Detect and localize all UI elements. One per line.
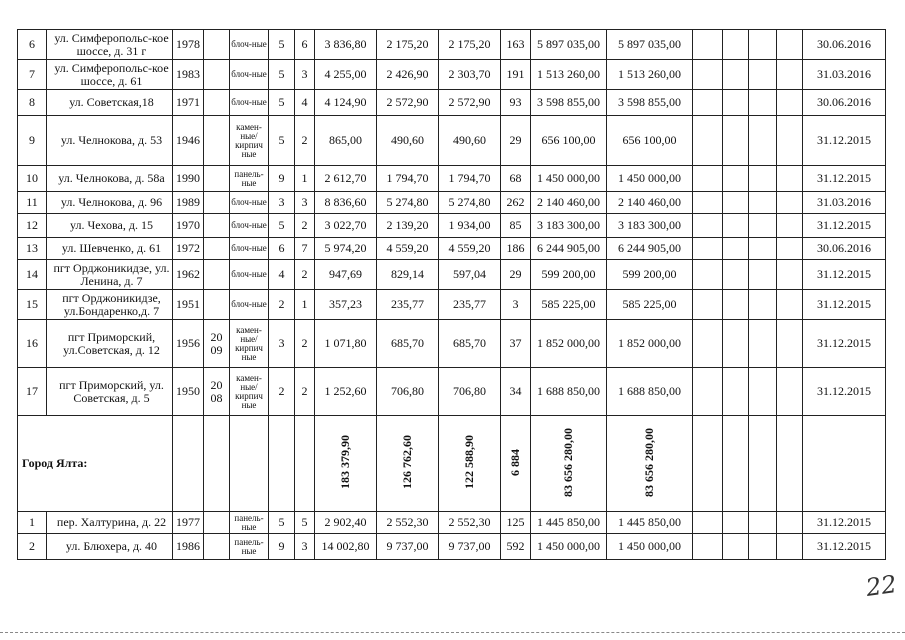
cost-fund-cell: 656 100,00	[607, 116, 693, 166]
floors-cell: 5	[269, 116, 295, 166]
total-area-cell: 357,23	[315, 290, 377, 320]
city-people-value: 6 884	[508, 448, 522, 476]
cost-fund-cell: 1 852 000,00	[607, 320, 693, 368]
residents-cell: 186	[501, 238, 531, 260]
total-area-cell: 2 612,70	[315, 166, 377, 192]
wall-material-cell: блоч-ные	[230, 214, 269, 238]
empty-cell	[693, 30, 723, 60]
row-number-cell: 9	[18, 116, 47, 166]
entrances-cell: 1	[295, 290, 315, 320]
empty-cell	[723, 30, 749, 60]
table-row	[18, 290, 886, 320]
living-area-cell: 1 794,70	[377, 166, 439, 192]
empty-cell	[693, 320, 723, 368]
empty-cell	[723, 290, 749, 320]
residential-area-cell: 5 274,80	[439, 192, 501, 214]
city-total-area-value: 183 379,90	[338, 435, 352, 489]
completion-date-cell: 31.03.2016	[803, 60, 886, 90]
residential-area-cell: 706,80	[439, 368, 501, 416]
residents-cell: 68	[501, 166, 531, 192]
city-people	[501, 416, 531, 512]
address-cell: пер. Халтурина, д. 22	[47, 512, 173, 534]
residential-area-cell: 2 572,90	[439, 90, 501, 116]
empty-cell	[723, 192, 749, 214]
empty-cell	[723, 320, 749, 368]
completion-date-cell: 30.06.2016	[803, 238, 886, 260]
empty-cell	[777, 290, 803, 320]
cost-total-cell: 1 688 850,00	[531, 368, 607, 416]
cost-total-cell: 599 200,00	[531, 260, 607, 290]
year-reconstructed-cell	[204, 116, 230, 166]
total-area-cell: 1 071,80	[315, 320, 377, 368]
wall-material-cell: блоч-ные	[230, 260, 269, 290]
empty-cell	[693, 90, 723, 116]
city-residential-area-value: 122 588,90	[462, 435, 476, 489]
city-cost-fund	[607, 416, 693, 512]
empty-cell	[693, 512, 723, 534]
empty-cell	[777, 30, 803, 60]
address-cell: ул. Симферопольс-кое шоссе, д. 61	[47, 60, 173, 90]
residential-area-cell: 1 794,70	[439, 166, 501, 192]
floors-cell: 6	[269, 238, 295, 260]
completion-date-cell: 31.12.2015	[803, 166, 886, 192]
city-cost-fund-value: 83 656 280,00	[642, 427, 656, 497]
floors-cell: 5	[269, 512, 295, 534]
year-built-cell: 1972	[173, 238, 204, 260]
address-cell: пгт Орджоникидзе, ул.Бондаренко,д. 7	[47, 290, 173, 320]
cost-fund-cell: 1 688 850,00	[607, 368, 693, 416]
empty-cell	[777, 320, 803, 368]
table-row	[18, 60, 886, 90]
completion-date-cell: 31.12.2015	[803, 368, 886, 416]
wall-material-cell: блоч-ные	[230, 60, 269, 90]
cost-total-cell: 585 225,00	[531, 290, 607, 320]
empty-cell	[777, 368, 803, 416]
cost-total-cell: 1 513 260,00	[531, 60, 607, 90]
table-row	[18, 192, 886, 214]
city-residential-area	[439, 416, 501, 512]
empty-cell	[777, 60, 803, 90]
register-table	[17, 29, 886, 560]
cost-total-cell: 3 183 300,00	[531, 214, 607, 238]
residents-cell: 262	[501, 192, 531, 214]
floors-cell: 5	[269, 90, 295, 116]
wall-material-cell: камен-ные/ кирпич ные	[230, 116, 269, 166]
year-built-cell: 1962	[173, 260, 204, 290]
empty-cell	[723, 90, 749, 116]
empty-cell	[749, 238, 777, 260]
living-area-cell: 706,80	[377, 368, 439, 416]
cost-fund-cell: 3 598 855,00	[607, 90, 693, 116]
table-row	[18, 512, 886, 534]
residents-cell: 191	[501, 60, 531, 90]
residents-cell: 37	[501, 320, 531, 368]
floors-cell: 3	[269, 192, 295, 214]
residents-cell: 29	[501, 260, 531, 290]
address-cell: ул. Шевченко, д. 61	[47, 238, 173, 260]
empty-cell	[723, 214, 749, 238]
residential-area-cell: 235,77	[439, 290, 501, 320]
row-number-cell: 1	[18, 512, 47, 534]
living-area-cell: 2 175,20	[377, 30, 439, 60]
year-built-cell: 1950	[173, 368, 204, 416]
empty-cell	[723, 534, 749, 560]
empty-cell	[749, 368, 777, 416]
residents-cell: 93	[501, 90, 531, 116]
floors-cell: 9	[269, 534, 295, 560]
empty-cell	[777, 238, 803, 260]
residential-area-cell: 490,60	[439, 116, 501, 166]
residents-cell: 3	[501, 290, 531, 320]
year-built-cell: 1990	[173, 166, 204, 192]
completion-date-cell: 31.03.2016	[803, 192, 886, 214]
address-cell: пгт Приморский, ул. Советская, д. 5	[47, 368, 173, 416]
cost-fund-cell: 1 445 850,00	[607, 512, 693, 534]
address-cell: ул. Блюхера, д. 40	[47, 534, 173, 560]
living-area-cell: 9 737,00	[377, 534, 439, 560]
empty-cell	[693, 368, 723, 416]
total-area-cell: 4 255,00	[315, 60, 377, 90]
entrances-cell: 5	[295, 512, 315, 534]
row-number-cell: 2	[18, 534, 47, 560]
cost-total-cell: 1 450 000,00	[531, 534, 607, 560]
empty-cell	[693, 290, 723, 320]
entrances-cell: 4	[295, 90, 315, 116]
cost-fund-cell: 2 140 460,00	[607, 192, 693, 214]
entrances-cell: 1	[295, 166, 315, 192]
empty-cell	[749, 290, 777, 320]
year-reconstructed-cell: 20 08	[204, 368, 230, 416]
floors-cell: 2	[269, 290, 295, 320]
entrances-cell: 2	[295, 260, 315, 290]
wall-material-cell: камен-ные/ кирпич ные	[230, 320, 269, 368]
year-reconstructed-cell	[204, 90, 230, 116]
living-area-cell: 235,77	[377, 290, 439, 320]
cost-fund-cell: 1 450 000,00	[607, 166, 693, 192]
wall-material-cell: блоч-ные	[230, 90, 269, 116]
table-row	[18, 320, 886, 368]
cost-fund-cell: 585 225,00	[607, 290, 693, 320]
wall-material-cell: панель-ные	[230, 512, 269, 534]
empty-cell	[777, 260, 803, 290]
empty-cell	[723, 116, 749, 166]
completion-date-cell: 31.12.2015	[803, 260, 886, 290]
empty-cell	[777, 116, 803, 166]
row-number-cell: 6	[18, 30, 47, 60]
empty-cell	[723, 60, 749, 90]
year-reconstructed-cell	[204, 512, 230, 534]
living-area-cell: 2 572,90	[377, 90, 439, 116]
row-number-cell: 15	[18, 290, 47, 320]
wall-material-cell: панель-ные	[230, 166, 269, 192]
table-row	[18, 260, 886, 290]
empty-cell	[693, 534, 723, 560]
entrances-cell: 2	[295, 116, 315, 166]
residential-area-cell: 2 303,70	[439, 60, 501, 90]
address-cell: ул. Симферопольс-кое шоссе, д. 31 г	[47, 30, 173, 60]
cost-fund-cell: 3 183 300,00	[607, 214, 693, 238]
year-built-cell: 1986	[173, 534, 204, 560]
total-area-cell: 8 836,60	[315, 192, 377, 214]
wall-material-cell: камен-ные/ кирпич ные	[230, 368, 269, 416]
year-reconstructed-cell	[204, 290, 230, 320]
empty-cell	[777, 214, 803, 238]
empty-cell	[693, 166, 723, 192]
year-built-cell: 1978	[173, 30, 204, 60]
residential-area-cell: 685,70	[439, 320, 501, 368]
completion-date-cell: 31.12.2015	[803, 320, 886, 368]
empty-cell	[777, 166, 803, 192]
empty-cell	[749, 192, 777, 214]
empty-cell	[749, 90, 777, 116]
empty-cell	[777, 534, 803, 560]
cost-total-cell: 5 897 035,00	[531, 30, 607, 60]
empty-cell	[693, 192, 723, 214]
city-living-area-value: 126 762,60	[400, 435, 414, 489]
cost-fund-cell: 6 244 905,00	[607, 238, 693, 260]
empty-cell	[749, 320, 777, 368]
living-area-cell: 2 426,90	[377, 60, 439, 90]
completion-date-cell: 31.12.2015	[803, 534, 886, 560]
empty-cell	[723, 238, 749, 260]
empty-cell	[723, 512, 749, 534]
empty-cell	[749, 30, 777, 60]
empty-cell	[749, 512, 777, 534]
wall-material-cell: блоч-ные	[230, 192, 269, 214]
table-row	[18, 30, 886, 60]
city-label: Город Ялта:	[18, 416, 173, 512]
city-cost-total-value: 83 656 280,00	[561, 427, 575, 497]
residents-cell: 29	[501, 116, 531, 166]
residential-area-cell: 9 737,00	[439, 534, 501, 560]
empty-cell	[749, 534, 777, 560]
empty-cell	[749, 260, 777, 290]
year-reconstructed-cell	[204, 30, 230, 60]
empty-cell	[693, 214, 723, 238]
living-area-cell: 2 552,30	[377, 512, 439, 534]
residents-cell: 125	[501, 512, 531, 534]
address-cell: ул. Челнокова, д. 58а	[47, 166, 173, 192]
year-reconstructed-cell: 20 09	[204, 320, 230, 368]
cost-fund-cell: 5 897 035,00	[607, 30, 693, 60]
year-reconstructed-cell	[204, 60, 230, 90]
residential-area-cell: 1 934,00	[439, 214, 501, 238]
year-reconstructed-cell	[204, 238, 230, 260]
empty-cell	[723, 166, 749, 192]
floors-cell: 2	[269, 368, 295, 416]
row-number-cell: 8	[18, 90, 47, 116]
empty-cell	[777, 512, 803, 534]
cost-fund-cell: 1 513 260,00	[607, 60, 693, 90]
wall-material-cell: блоч-ные	[230, 238, 269, 260]
year-reconstructed-cell	[204, 260, 230, 290]
completion-date-cell: 31.12.2015	[803, 116, 886, 166]
empty-cell	[723, 260, 749, 290]
empty-cell	[693, 116, 723, 166]
year-built-cell: 1970	[173, 214, 204, 238]
residents-cell: 34	[501, 368, 531, 416]
living-area-cell: 4 559,20	[377, 238, 439, 260]
floors-cell: 5	[269, 60, 295, 90]
year-built-cell: 1956	[173, 320, 204, 368]
wall-material-cell: блоч-ные	[230, 30, 269, 60]
address-cell: пгт Приморский, ул.Советская, д. 12	[47, 320, 173, 368]
cost-total-cell: 1 450 000,00	[531, 166, 607, 192]
table-row	[18, 166, 886, 192]
total-area-cell: 947,69	[315, 260, 377, 290]
row-number-cell: 10	[18, 166, 47, 192]
page-number: 22	[864, 570, 899, 602]
living-area-cell: 829,14	[377, 260, 439, 290]
total-area-cell: 865,00	[315, 116, 377, 166]
empty-cell	[723, 368, 749, 416]
completion-date-cell: 31.12.2015	[803, 214, 886, 238]
city-subtotal-section	[18, 416, 886, 512]
address-cell: ул. Челнокова, д. 96	[47, 192, 173, 214]
table-row	[18, 534, 886, 560]
empty-cell	[749, 214, 777, 238]
living-area-cell: 5 274,80	[377, 192, 439, 214]
cost-total-cell: 1 445 850,00	[531, 512, 607, 534]
empty-cell	[693, 60, 723, 90]
entrances-cell: 2	[295, 368, 315, 416]
city-living-area	[377, 416, 439, 512]
living-area-cell: 490,60	[377, 116, 439, 166]
completion-date-cell: 31.12.2015	[803, 512, 886, 534]
entrances-cell: 6	[295, 30, 315, 60]
bottom-divider	[0, 632, 905, 633]
city-total-area	[315, 416, 377, 512]
entrances-cell: 2	[295, 214, 315, 238]
row-number-cell: 17	[18, 368, 47, 416]
row-number-cell: 14	[18, 260, 47, 290]
floors-cell: 5	[269, 30, 295, 60]
empty-cell	[693, 238, 723, 260]
cost-total-cell: 3 598 855,00	[531, 90, 607, 116]
total-area-cell: 3 022,70	[315, 214, 377, 238]
year-built-cell: 1971	[173, 90, 204, 116]
year-built-cell: 1977	[173, 512, 204, 534]
year-reconstructed-cell	[204, 214, 230, 238]
table-row	[18, 368, 886, 416]
cost-fund-cell: 599 200,00	[607, 260, 693, 290]
year-built-cell: 1951	[173, 290, 204, 320]
year-reconstructed-cell	[204, 166, 230, 192]
year-reconstructed-cell	[204, 192, 230, 214]
address-cell: ул. Советская,18	[47, 90, 173, 116]
entrances-cell: 3	[295, 60, 315, 90]
empty-cell	[749, 166, 777, 192]
residents-cell: 163	[501, 30, 531, 60]
floors-cell: 4	[269, 260, 295, 290]
table-body-bottom	[18, 512, 886, 560]
address-cell: ул. Чехова, д. 15	[47, 214, 173, 238]
table-body-top	[18, 30, 886, 416]
table-row	[18, 238, 886, 260]
cost-total-cell: 656 100,00	[531, 116, 607, 166]
table-row	[18, 90, 886, 116]
total-area-cell: 2 902,40	[315, 512, 377, 534]
residents-cell: 592	[501, 534, 531, 560]
wall-material-cell: блоч-ные	[230, 290, 269, 320]
total-area-cell: 4 124,90	[315, 90, 377, 116]
completion-date-cell: 30.06.2016	[803, 30, 886, 60]
total-area-cell: 5 974,20	[315, 238, 377, 260]
address-cell: ул. Челнокова, д. 53	[47, 116, 173, 166]
row-number-cell: 7	[18, 60, 47, 90]
total-area-cell: 3 836,80	[315, 30, 377, 60]
living-area-cell: 2 139,20	[377, 214, 439, 238]
completion-date-cell: 31.12.2015	[803, 290, 886, 320]
city-subtotal-row	[18, 416, 886, 512]
residential-area-cell: 2 175,20	[439, 30, 501, 60]
completion-date-cell: 30.06.2016	[803, 90, 886, 116]
empty-cell	[777, 192, 803, 214]
row-number-cell: 13	[18, 238, 47, 260]
year-reconstructed-cell	[204, 534, 230, 560]
residential-area-cell: 4 559,20	[439, 238, 501, 260]
empty-cell	[693, 260, 723, 290]
residents-cell: 85	[501, 214, 531, 238]
residential-area-cell: 2 552,30	[439, 512, 501, 534]
row-number-cell: 16	[18, 320, 47, 368]
city-cost-total	[531, 416, 607, 512]
entrances-cell: 3	[295, 192, 315, 214]
year-built-cell: 1946	[173, 116, 204, 166]
year-built-cell: 1983	[173, 60, 204, 90]
address-cell: пгт Орджоникидзе, ул. Ленина, д. 7	[47, 260, 173, 290]
table-row	[18, 116, 886, 166]
entrances-cell: 2	[295, 320, 315, 368]
empty-cell	[749, 60, 777, 90]
row-number-cell: 12	[18, 214, 47, 238]
entrances-cell: 3	[295, 534, 315, 560]
entrances-cell: 7	[295, 238, 315, 260]
floors-cell: 9	[269, 166, 295, 192]
year-built-cell: 1989	[173, 192, 204, 214]
living-area-cell: 685,70	[377, 320, 439, 368]
cost-fund-cell: 1 450 000,00	[607, 534, 693, 560]
wall-material-cell: панель-ные	[230, 534, 269, 560]
empty-cell	[777, 90, 803, 116]
floors-cell: 5	[269, 214, 295, 238]
residential-area-cell: 597,04	[439, 260, 501, 290]
cost-total-cell: 6 244 905,00	[531, 238, 607, 260]
table-row	[18, 214, 886, 238]
total-area-cell: 1 252,60	[315, 368, 377, 416]
floors-cell: 3	[269, 320, 295, 368]
empty-cell	[749, 116, 777, 166]
row-number-cell: 11	[18, 192, 47, 214]
cost-total-cell: 2 140 460,00	[531, 192, 607, 214]
cost-total-cell: 1 852 000,00	[531, 320, 607, 368]
total-area-cell: 14 002,80	[315, 534, 377, 560]
